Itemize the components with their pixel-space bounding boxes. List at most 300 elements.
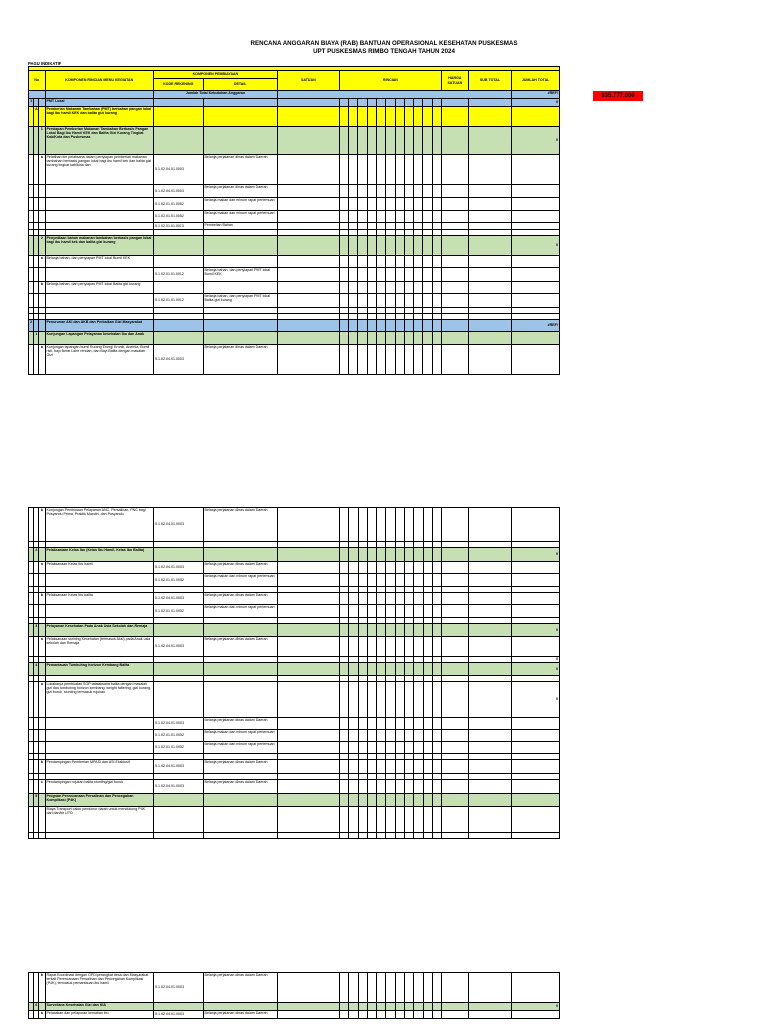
row-rincian-cell	[423, 155, 432, 185]
row-rincian-cell	[414, 833, 423, 839]
row-kode-rekening: 5.1.02.04.01.0003	[153, 760, 203, 774]
row-rincian-cell	[386, 730, 395, 742]
row-rincian-cell	[386, 682, 395, 718]
row-number-level3: a	[39, 562, 45, 574]
row-rincian-cell	[432, 198, 441, 211]
row-rincian-cell	[386, 508, 395, 542]
row-rincian-cell	[432, 99, 441, 107]
row-sub-total	[469, 637, 512, 657]
row-rincian-cell	[395, 730, 404, 742]
row-rincian-cell	[395, 663, 404, 676]
row-jumlah-total: 0	[512, 1003, 560, 1011]
row-kode-rekening	[153, 332, 203, 345]
row-detail: Belanja makan dan minum rapat pertemuan	[203, 605, 277, 618]
row-rincian-cell	[414, 973, 423, 1003]
row-number-level1: 1	[29, 99, 34, 107]
row-kode-rekening: 5.1.02.01.01.0052	[153, 742, 203, 754]
row-rincian-cell	[376, 185, 385, 198]
row-rincian-cell	[339, 345, 348, 375]
row-rincian-cell	[377, 637, 386, 657]
row-rincian-cell	[386, 345, 395, 375]
row-rincian-cell	[367, 742, 376, 754]
document-title-line2: UPT PUSKESMAS RIMBO TENGAH TAHUN 2024	[313, 48, 455, 55]
row-description	[45, 294, 153, 308]
header-sub-total: SUB TOTAL	[468, 71, 511, 91]
row-rincian-cell	[404, 624, 413, 637]
row-rincian-cell	[376, 282, 385, 294]
row-jumlah-total	[512, 807, 560, 833]
row-rincian-cell	[432, 256, 441, 268]
row-rincian-cell	[386, 1003, 395, 1011]
row-number-level3: a	[39, 256, 45, 268]
row-rincian-cell	[386, 637, 395, 657]
row-description: Pelayanan Kesehatan Pada Anak Usia Sekolah dan Remaja	[45, 624, 153, 637]
row-rincian-cell	[432, 973, 441, 1003]
row-number-level2: A	[34, 107, 39, 127]
row-rincian-cell	[349, 320, 358, 332]
row-sub-total	[468, 294, 511, 308]
row-kode-rekening	[153, 624, 203, 637]
pagu-label: PAGU INDIKATIF	[28, 61, 62, 66]
row-rincian-cell	[349, 833, 358, 839]
row-description: Lokakarya pembuatan SOP tatalaksana balita dengan masalah gizi dan tumbuhng horizon kembang: weight faltering, gizi kurang, gizi buruk, stunting termasuk rujukan	[45, 682, 153, 718]
row-rincian-cell	[367, 268, 376, 282]
table-row	[29, 198, 560, 211]
row-harga-satuan	[441, 320, 468, 332]
table-row	[29, 508, 560, 542]
row-detail: Belanja makan dan minum rapat pertemuan	[203, 198, 277, 211]
row-sub-total	[469, 730, 512, 742]
row-rincian-cell	[404, 742, 413, 754]
header-detail: DETAIL	[203, 79, 277, 91]
row-description: Pelaksanaan Kelas Ibu balita	[45, 593, 153, 605]
row-rincian-cell	[423, 593, 432, 605]
row-rincian-cell	[423, 268, 432, 282]
row-rincian-cell	[339, 198, 348, 211]
row-number-level3: 1	[39, 127, 45, 155]
row-rincian-cell	[376, 223, 385, 230]
row-rincian-cell	[339, 508, 348, 542]
row-harga-satuan	[442, 1011, 469, 1019]
row-rincian-cell	[358, 198, 367, 211]
row-detail: Belanja bahan, dan penyiapan PMT lokal Balita gizi kurang	[203, 294, 277, 308]
row-harga-satuan	[441, 155, 468, 185]
row-kode-rekening: 5.1.02.04.01.0003	[153, 185, 203, 198]
row-description: Biaya Transport calon pendonor darah untuk mendukung P4K dari dan/ke UTD	[45, 807, 153, 833]
row-sub-total	[468, 198, 511, 211]
header-kode-rekening: KODE REKENING	[153, 79, 203, 91]
row-rincian-cell	[423, 663, 432, 676]
row-number-level3: c	[39, 780, 45, 794]
row-rincian-cell	[432, 332, 441, 345]
header-komponen: KOMPONEN RINCIAN MENU KEGIATAN	[45, 71, 153, 91]
row-sub-total	[469, 760, 512, 774]
row-rincian-cell	[367, 807, 376, 833]
row-rincian-cell	[414, 742, 423, 754]
row-harga-satuan	[441, 345, 468, 375]
row-rincian-cell	[414, 332, 423, 345]
row-rincian-cell	[386, 198, 395, 211]
row-rincian-cell	[414, 155, 423, 185]
row-rincian-cell	[432, 593, 441, 605]
row-sub-total	[468, 99, 511, 107]
row-detail: Belanja perjalanan dinas dalam Daerah	[203, 760, 277, 774]
table-row	[29, 730, 560, 742]
row-detail: Belanja makan dan minum rapat pertemuan	[203, 574, 277, 587]
row-detail	[203, 332, 277, 345]
row-rincian-cell	[367, 294, 376, 308]
row-satuan	[277, 1011, 339, 1019]
row-rincian-cell	[423, 294, 432, 308]
row-rincian-cell	[349, 107, 358, 127]
row-rincian-cell	[414, 268, 423, 282]
row-rincian-cell	[386, 1011, 395, 1019]
row-rincian-cell	[358, 780, 367, 794]
row-rincian-cell	[386, 320, 395, 332]
row-jumlah-total	[512, 742, 560, 754]
row-detail	[203, 663, 277, 676]
row-rincian-cell	[395, 223, 404, 230]
row-rincian-cell	[367, 730, 376, 742]
row-detail: Belanja perjalanan dinas dalam Daerah	[203, 345, 277, 375]
row-detail: Belanja perjalanan dinas dalam Daerah	[203, 562, 277, 574]
row-kode-rekening	[153, 236, 203, 256]
row-rincian-cell	[414, 282, 423, 294]
row-rincian-cell	[367, 593, 376, 605]
row-jumlah-total	[512, 211, 560, 223]
row-sub-total	[469, 794, 512, 807]
row-rincian-cell	[358, 562, 367, 574]
row-detail: Belanja makan dan minum rapat pertemuan	[203, 211, 277, 223]
row-rincian-cell	[404, 294, 413, 308]
row-detail	[203, 794, 277, 807]
row-rincian-cell	[432, 1011, 441, 1019]
row-description: Pendampingan rujukan balita stunting/gizi buruk	[45, 780, 153, 794]
row-rincian-cell	[339, 320, 348, 332]
row-rincian-cell	[377, 780, 386, 794]
row-rincian-cell	[432, 742, 441, 754]
row-rincian-cell	[358, 574, 367, 587]
row-description: Pelatihan tim pelaksana dalam penyiapan pemberian makanan tambahan berbasis pangan lokal bagi ibu hamil kek dan balita gizi kurang tingkat kab/kota dan	[45, 155, 153, 185]
table-row	[29, 127, 560, 155]
row-rincian-cell	[349, 332, 358, 345]
row-rincian-cell	[432, 236, 441, 256]
header-komponen-pembiayaan: KOMPONEN PEMBIAYAAN	[153, 71, 277, 79]
row-rincian-cell	[404, 663, 413, 676]
row-sub-total	[468, 185, 511, 198]
row-rincian-cell	[395, 605, 404, 618]
row-rincian-cell	[432, 682, 441, 718]
row-sub-total	[468, 282, 511, 294]
row-rincian-cell	[376, 198, 385, 211]
row-rincian-cell	[358, 760, 367, 774]
row-jumlah-total	[512, 718, 560, 730]
rab-table-page2	[28, 507, 560, 839]
row-sub-total	[468, 236, 511, 256]
header-satuan: SATUAN	[277, 71, 339, 91]
row-rincian-cell	[386, 282, 395, 294]
row-satuan	[277, 548, 339, 562]
row-jumlah-total	[512, 833, 560, 839]
row-rincian-cell	[404, 185, 413, 198]
row-rincian-cell	[358, 794, 367, 807]
row-rincian-cell	[349, 345, 358, 375]
row-rincian-cell	[423, 345, 432, 375]
row-rincian-cell	[339, 637, 348, 657]
row-jumlah-total: 0	[512, 624, 560, 637]
row-rincian-cell	[367, 1003, 376, 1011]
row-rincian-cell	[339, 562, 348, 574]
row-rincian-cell	[414, 211, 423, 223]
row-detail	[203, 107, 277, 127]
row-rincian-cell	[376, 211, 385, 223]
table-row	[29, 663, 560, 676]
row-rincian-cell	[377, 624, 386, 637]
row-rincian-cell	[404, 223, 413, 230]
header-harga-satuan: HARGA SATUAN	[441, 71, 468, 91]
row-rincian-cell	[432, 718, 441, 730]
row-rincian-cell	[376, 332, 385, 345]
row-rincian-cell	[339, 807, 348, 833]
row-rincian-cell	[339, 794, 348, 807]
table-row	[29, 320, 560, 332]
row-rincian-cell	[423, 742, 432, 754]
row-number-level3: 2	[39, 236, 45, 256]
row-rincian-cell	[432, 508, 441, 542]
row-rincian-cell	[358, 99, 367, 107]
row-rincian-cell	[386, 185, 395, 198]
table-row	[29, 1003, 560, 1011]
row-description	[45, 268, 153, 282]
row-jumlah-total	[512, 268, 560, 282]
row-rincian-cell	[367, 663, 376, 676]
row-detail: Pembelian Bahan	[203, 223, 277, 230]
row-rincian-cell	[349, 973, 358, 1003]
row-rincian-cell	[423, 562, 432, 574]
row-rincian-cell	[349, 508, 358, 542]
row-rincian-cell	[432, 562, 441, 574]
row-rincian-cell	[395, 1011, 404, 1019]
row-rincian-cell	[358, 1003, 367, 1011]
row-rincian-cell	[339, 155, 348, 185]
row-detail: Belanja makan dan minum rapat pertemuan	[203, 730, 277, 742]
row-rincian-cell	[414, 605, 423, 618]
row-kode-rekening: 5.1.02.04.01.0003	[153, 1011, 203, 1019]
row-rincian-cell	[386, 99, 395, 107]
row-detail: Belanja perjalanan dinas dalam Daerah	[203, 155, 277, 185]
row-rincian-cell	[414, 637, 423, 657]
row-sub-total	[469, 562, 512, 574]
row-kode-rekening: 5.1.02.04.01.0003	[153, 718, 203, 730]
row-satuan	[277, 637, 339, 657]
row-kode-rekening: 5.1.02.04.01.0003	[153, 973, 203, 1003]
row-rincian-cell	[339, 236, 348, 256]
row-harga-satuan	[441, 211, 468, 223]
row-rincian-cell	[358, 508, 367, 542]
row-harga-satuan	[442, 780, 469, 794]
row-rincian-cell	[386, 742, 395, 754]
row-kode-rekening: 5.1.02.04.01.0003	[153, 780, 203, 794]
row-rincian-cell	[395, 718, 404, 730]
table-row	[29, 760, 560, 774]
row-detail: Belanja perjalanan dinas dalam Daerah	[203, 637, 277, 657]
row-rincian-cell	[376, 107, 385, 127]
row-kode-rekening	[153, 256, 203, 268]
table-row	[29, 548, 560, 562]
row-rincian-cell	[432, 320, 441, 332]
row-number-level3: a	[39, 637, 45, 657]
row-rincian-cell	[414, 663, 423, 676]
row-rincian-cell	[376, 345, 385, 375]
row-rincian-cell	[339, 185, 348, 198]
row-rincian-cell	[395, 807, 404, 833]
row-rincian-cell	[423, 780, 432, 794]
row-rincian-cell	[404, 780, 413, 794]
table-row	[29, 794, 560, 807]
row-rincian-cell	[404, 718, 413, 730]
row-rincian-cell	[404, 1011, 413, 1019]
row-kode-rekening	[153, 794, 203, 807]
row-harga-satuan	[441, 294, 468, 308]
row-rincian-cell	[423, 973, 432, 1003]
row-rincian-cell	[367, 548, 376, 562]
row-rincian-cell	[377, 1011, 386, 1019]
row-detail: Belanja perjalanan dinas dalam Daerah	[203, 185, 277, 198]
row-rincian-cell	[404, 562, 413, 574]
jumlah-total-ref: #REF!	[512, 91, 560, 99]
row-rincian-cell	[386, 294, 395, 308]
row-rincian-cell	[395, 185, 404, 198]
row-rincian-cell	[423, 282, 432, 294]
row-description	[45, 185, 153, 198]
table-row	[29, 282, 560, 294]
table-row	[29, 637, 560, 657]
row-kode-rekening	[153, 127, 203, 155]
row-rincian-cell	[423, 574, 432, 587]
row-description: Pemantauan Tumbuhng horizon Kembang Balita	[45, 663, 153, 676]
row-satuan	[277, 973, 339, 1003]
row-kode-rekening: 5.1.02.01.01.0052	[153, 198, 203, 211]
row-harga-satuan	[441, 198, 468, 211]
row-satuan	[277, 508, 339, 542]
row-rincian-cell	[386, 605, 395, 618]
row-rincian-cell	[423, 211, 432, 223]
row-sub-total	[469, 973, 512, 1003]
row-jumlah-total	[512, 345, 560, 375]
row-rincian-cell	[367, 320, 376, 332]
row-satuan	[277, 730, 339, 742]
row-jumlah-total: 0	[512, 127, 560, 155]
row-satuan	[277, 127, 339, 155]
row-rincian-cell	[386, 268, 395, 282]
row-rincian-cell	[432, 730, 441, 742]
rab-table-page1	[28, 66, 560, 375]
table-row	[29, 185, 560, 198]
row-rincian-cell	[414, 223, 423, 230]
row-rincian-cell	[395, 107, 404, 127]
row-rincian-cell	[349, 574, 358, 587]
row-rincian-cell	[423, 794, 432, 807]
row-number-level3: b	[39, 593, 45, 605]
table-row	[29, 593, 560, 605]
row-harga-satuan	[442, 562, 469, 574]
row-rincian-cell	[414, 794, 423, 807]
table-row	[29, 742, 560, 754]
row-rincian-cell	[395, 99, 404, 107]
row-rincian-cell	[395, 624, 404, 637]
row-satuan	[277, 107, 339, 127]
row-rincian-cell	[376, 256, 385, 268]
row-rincian-cell	[395, 268, 404, 282]
row-rincian-cell	[404, 198, 413, 211]
row-satuan	[277, 332, 339, 345]
row-rincian-cell	[349, 99, 358, 107]
row-rincian-cell	[395, 320, 404, 332]
row-rincian-cell	[339, 718, 348, 730]
row-rincian-cell	[339, 833, 348, 839]
row-detail	[203, 282, 277, 294]
row-satuan	[277, 268, 339, 282]
row-rincian-cell	[377, 593, 386, 605]
row-rincian-cell	[432, 345, 441, 375]
row-rincian-cell	[349, 663, 358, 676]
row-jumlah-total	[512, 198, 560, 211]
row-rincian-cell	[404, 127, 413, 155]
row-description: PMT Lokal	[45, 99, 153, 107]
row-rincian-cell	[358, 294, 367, 308]
row-detail	[203, 833, 277, 839]
row-satuan	[277, 663, 339, 676]
row-satuan	[277, 807, 339, 833]
row-rincian-cell	[377, 574, 386, 587]
row-rincian-cell	[432, 663, 441, 676]
row-kode-rekening: 5.1.02.01.01.0052	[153, 730, 203, 742]
row-harga-satuan	[441, 236, 468, 256]
row-harga-satuan	[441, 99, 468, 107]
row-description: Surveilans Kesehatan Gizi dan KIA	[45, 1003, 153, 1011]
row-kode-rekening	[153, 282, 203, 294]
header-no: No	[29, 71, 46, 91]
row-rincian-cell	[414, 345, 423, 375]
row-rincian-cell	[367, 282, 376, 294]
row-rincian-cell	[404, 107, 413, 127]
row-rincian-cell	[358, 1011, 367, 1019]
row-jumlah-total	[512, 730, 560, 742]
row-rincian-cell	[414, 99, 423, 107]
row-number-level3: b	[39, 973, 45, 1003]
row-detail	[203, 127, 277, 155]
row-rincian-cell	[349, 211, 358, 223]
row-rincian-cell	[395, 794, 404, 807]
row-rincian-cell	[358, 223, 367, 230]
row-rincian-cell	[376, 320, 385, 332]
row-rincian-cell	[404, 637, 413, 657]
row-sub-total	[469, 508, 512, 542]
row-rincian-cell	[414, 1003, 423, 1011]
row-rincian-cell	[395, 198, 404, 211]
row-rincian-cell	[395, 637, 404, 657]
row-jumlah-total: 0	[512, 99, 560, 107]
row-harga-satuan	[441, 332, 468, 345]
row-rincian-cell	[386, 107, 395, 127]
row-rincian-cell	[367, 1011, 376, 1019]
row-rincian-cell	[414, 508, 423, 542]
row-rincian-cell	[395, 211, 404, 223]
row-jumlah-total	[512, 155, 560, 185]
row-satuan	[277, 562, 339, 574]
row-rincian-cell	[358, 548, 367, 562]
row-description	[45, 574, 153, 587]
